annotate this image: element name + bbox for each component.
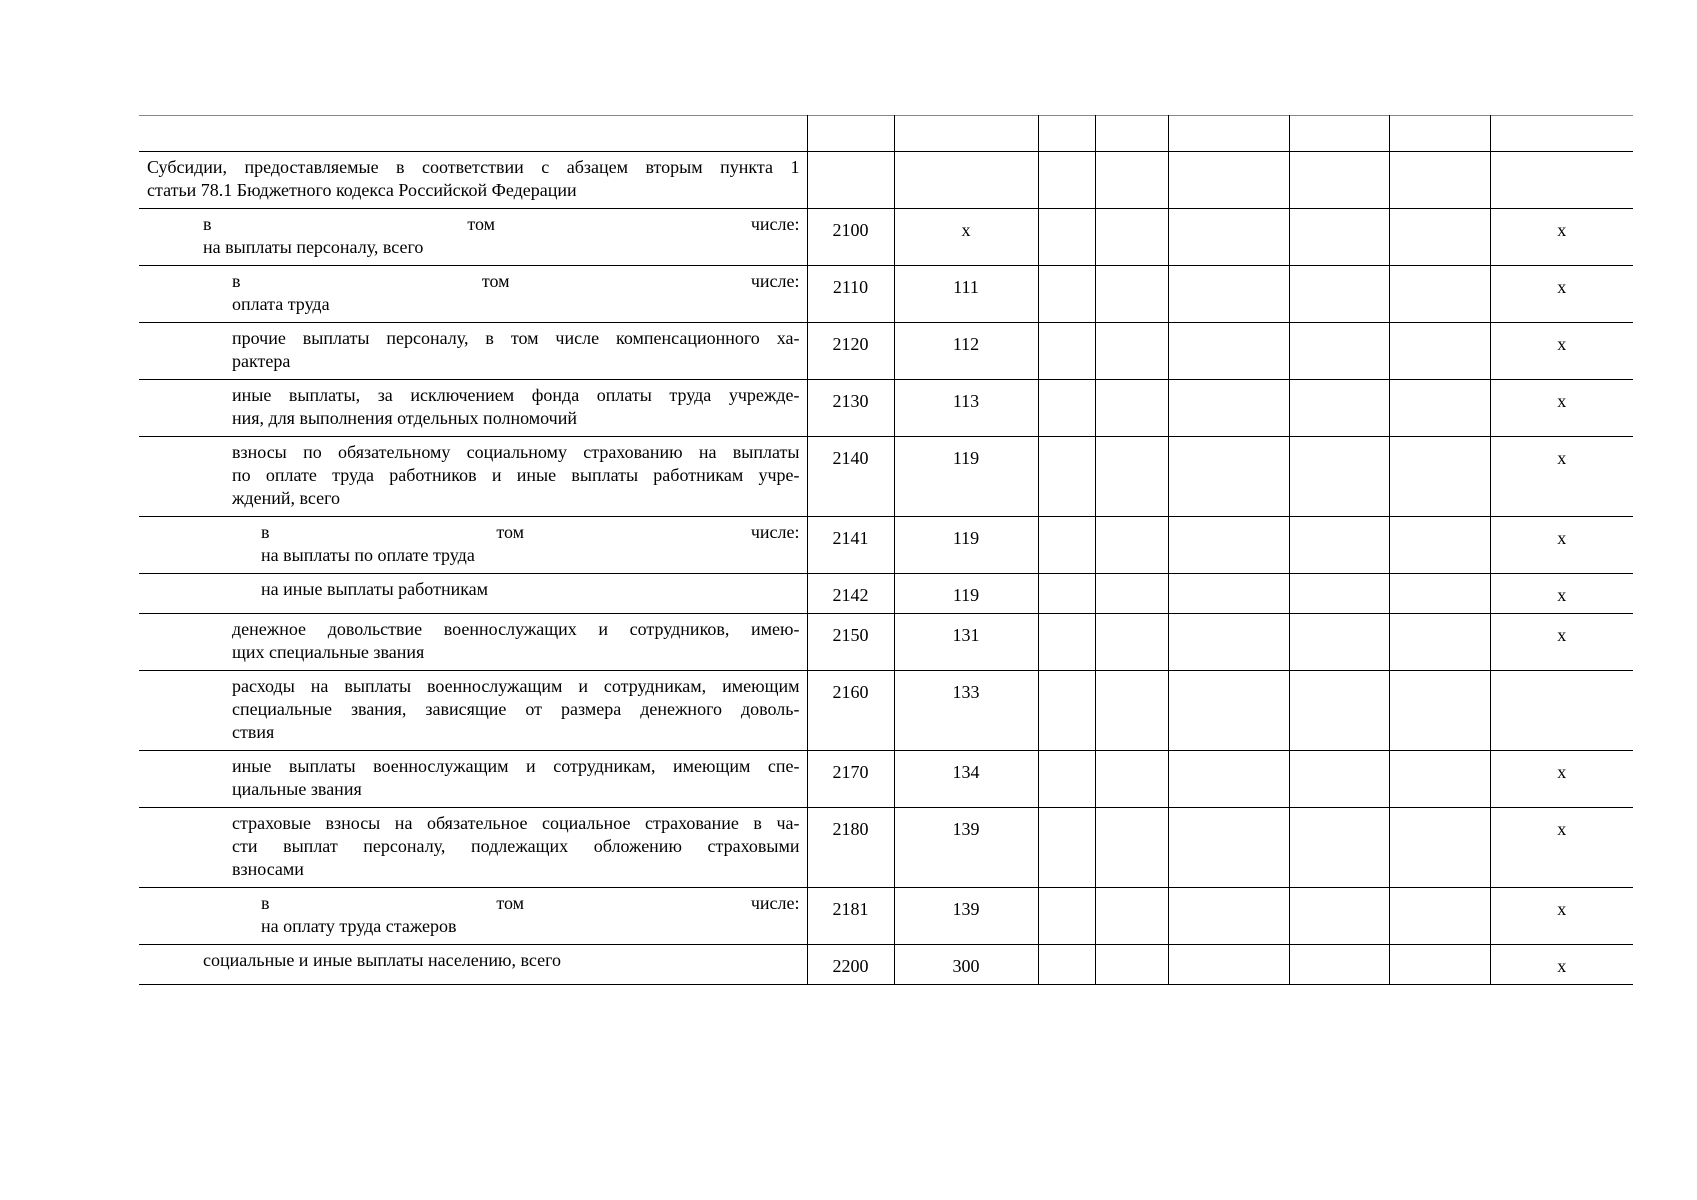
empty-value-cell <box>1168 671 1289 751</box>
description-line: иные выплаты военнослужащим и сотрудникам, имеющим спе- <box>232 756 800 776</box>
empty-value-cell <box>1038 945 1095 985</box>
description-line: циальные звания <box>232 779 362 799</box>
table-row <box>139 945 1633 985</box>
empty-value-cell <box>1289 888 1389 945</box>
empty-value-cell <box>1389 751 1490 808</box>
row-kbk-code: 133 <box>894 671 1038 751</box>
empty-value-cell <box>1289 323 1389 380</box>
row-kbk-code: 139 <box>894 888 1038 945</box>
empty-value-cell <box>1095 152 1168 209</box>
empty-value-cell <box>1038 574 1095 614</box>
empty-value-cell <box>1289 517 1389 574</box>
description-line: ждений, всего <box>232 488 341 508</box>
empty-value-cell <box>1038 266 1095 323</box>
table-row <box>139 574 1633 614</box>
row-kbk-code: 119 <box>894 574 1038 614</box>
empty-value-cell <box>1038 888 1095 945</box>
empty-value-cell <box>1289 266 1389 323</box>
empty-value-cell <box>1168 323 1289 380</box>
empty-value-cell <box>1095 808 1168 888</box>
description-line: на выплаты персоналу, всего <box>203 237 424 257</box>
row-kbk-code: 139 <box>894 808 1038 888</box>
description-line: специальные звания, зависящие от размера денежного доволь- <box>232 699 800 719</box>
empty-value-cell <box>1389 152 1490 209</box>
row-mark: x <box>1490 380 1633 437</box>
empty-value-cell <box>1095 614 1168 671</box>
row-kbk-code: 113 <box>894 380 1038 437</box>
row-code: 2130 <box>807 380 894 437</box>
row-mark: x <box>1490 323 1633 380</box>
table-body <box>139 116 1633 985</box>
row-description <box>139 614 807 671</box>
row-code: 2120 <box>807 323 894 380</box>
empty-value-cell <box>1168 888 1289 945</box>
header-cell <box>139 116 807 152</box>
description-line: расходы на выплаты военнослужащим и сотрудникам, имеющим <box>232 676 800 696</box>
header-cell <box>1490 116 1633 152</box>
row-mark: x <box>1490 517 1633 574</box>
empty-value-cell <box>1289 945 1389 985</box>
table-row <box>139 614 1633 671</box>
empty-value-cell <box>1389 209 1490 266</box>
empty-value-cell <box>1289 209 1389 266</box>
row-mark: x <box>1490 614 1633 671</box>
row-code <box>807 152 894 209</box>
empty-value-cell <box>1389 437 1490 517</box>
empty-value-cell <box>1095 671 1168 751</box>
empty-value-cell <box>1095 323 1168 380</box>
row-mark <box>1490 671 1633 751</box>
empty-value-cell <box>1168 808 1289 888</box>
description-line: оплата труда <box>232 294 330 314</box>
empty-value-cell <box>1389 574 1490 614</box>
row-kbk-code: x <box>894 209 1038 266</box>
empty-value-cell <box>1038 614 1095 671</box>
empty-value-cell <box>1168 209 1289 266</box>
row-mark: x <box>1490 888 1633 945</box>
empty-value-cell <box>1095 945 1168 985</box>
table-row <box>139 266 1633 323</box>
row-mark: x <box>1490 209 1633 266</box>
table-row <box>139 380 1633 437</box>
header-cell <box>894 116 1038 152</box>
table-row <box>139 152 1633 209</box>
description-line: социальные и иные выплаты населению, всего <box>203 950 562 970</box>
row-description <box>139 888 807 945</box>
empty-value-cell <box>1168 574 1289 614</box>
row-code: 2180 <box>807 808 894 888</box>
row-mark: x <box>1490 266 1633 323</box>
description-line: рактера <box>232 351 291 371</box>
empty-value-cell <box>1095 751 1168 808</box>
header-cell <box>1289 116 1389 152</box>
row-code: 2200 <box>807 945 894 985</box>
description-line: в том числе: <box>203 214 800 234</box>
empty-value-cell <box>1038 751 1095 808</box>
table-header-row <box>139 116 1633 152</box>
row-description <box>139 209 807 266</box>
empty-value-cell <box>1095 209 1168 266</box>
table-row <box>139 888 1633 945</box>
empty-value-cell <box>1168 266 1289 323</box>
row-kbk-code: 134 <box>894 751 1038 808</box>
header-cell <box>1038 116 1095 152</box>
empty-value-cell <box>1289 808 1389 888</box>
row-code: 2160 <box>807 671 894 751</box>
row-kbk-code: 131 <box>894 614 1038 671</box>
row-kbk-code: 119 <box>894 437 1038 517</box>
empty-value-cell <box>1168 152 1289 209</box>
row-mark <box>1490 152 1633 209</box>
budget-table <box>139 115 1633 985</box>
description-line: на иные выплаты работникам <box>261 579 489 599</box>
table-row <box>139 437 1633 517</box>
row-kbk-code: 119 <box>894 517 1038 574</box>
empty-value-cell <box>1289 614 1389 671</box>
row-description <box>139 671 807 751</box>
description-line: прочие выплаты персоналу, в том числе компенсационного ха- <box>232 328 800 348</box>
empty-value-cell <box>1095 380 1168 437</box>
row-kbk-code: 300 <box>894 945 1038 985</box>
row-code: 2170 <box>807 751 894 808</box>
empty-value-cell <box>1038 380 1095 437</box>
empty-value-cell <box>1389 945 1490 985</box>
row-mark: x <box>1490 437 1633 517</box>
empty-value-cell <box>1289 671 1389 751</box>
description-line: иные выплаты, за исключением фонда оплаты труда учрежде- <box>232 385 800 405</box>
description-line: страховые взносы на обязательное социальное страхование в ча- <box>232 813 800 833</box>
row-description <box>139 266 807 323</box>
description-line: в том числе: <box>261 893 800 913</box>
empty-value-cell <box>1038 808 1095 888</box>
row-description <box>139 380 807 437</box>
header-cell <box>1168 116 1289 152</box>
row-code: 2110 <box>807 266 894 323</box>
header-cell <box>1095 116 1168 152</box>
description-line: сти выплат персоналу, подлежащих обложению страховыми <box>232 836 800 856</box>
row-kbk-code <box>894 152 1038 209</box>
empty-value-cell <box>1289 152 1389 209</box>
empty-value-cell <box>1389 517 1490 574</box>
empty-value-cell <box>1038 152 1095 209</box>
empty-value-cell <box>1389 266 1490 323</box>
row-description <box>139 437 807 517</box>
empty-value-cell <box>1289 574 1389 614</box>
row-mark: x <box>1490 751 1633 808</box>
empty-value-cell <box>1095 266 1168 323</box>
header-cell <box>1389 116 1490 152</box>
description-line: взносами <box>232 859 304 879</box>
row-code: 2181 <box>807 888 894 945</box>
row-mark: x <box>1490 945 1633 985</box>
empty-value-cell <box>1289 380 1389 437</box>
empty-value-cell <box>1389 888 1490 945</box>
row-code: 2142 <box>807 574 894 614</box>
empty-value-cell <box>1168 517 1289 574</box>
empty-value-cell <box>1389 614 1490 671</box>
row-mark: x <box>1490 808 1633 888</box>
empty-value-cell <box>1095 437 1168 517</box>
row-code: 2140 <box>807 437 894 517</box>
empty-value-cell <box>1389 323 1490 380</box>
row-description <box>139 751 807 808</box>
row-code: 2141 <box>807 517 894 574</box>
empty-value-cell <box>1168 437 1289 517</box>
empty-value-cell <box>1095 517 1168 574</box>
description-line: на оплату труда стажеров <box>261 916 457 936</box>
empty-value-cell <box>1168 751 1289 808</box>
table-row <box>139 517 1633 574</box>
description-line: по оплате труда работников и иные выплаты работникам учре- <box>232 465 800 485</box>
empty-value-cell <box>1168 380 1289 437</box>
description-line: денежное довольствие военнослужащих и сотрудников, имею- <box>232 619 800 639</box>
description-line: щих специальные звания <box>232 642 425 662</box>
row-kbk-code: 112 <box>894 323 1038 380</box>
row-kbk-code: 111 <box>894 266 1038 323</box>
empty-value-cell <box>1289 437 1389 517</box>
empty-value-cell <box>1095 888 1168 945</box>
row-description <box>139 323 807 380</box>
empty-value-cell <box>1038 209 1095 266</box>
row-description <box>139 517 807 574</box>
table-row <box>139 323 1633 380</box>
description-line: в том числе: <box>232 271 800 291</box>
description-line: Субсидии, предоставляемые в соответствии с абзацем вторым пункта 1 <box>147 157 800 177</box>
header-cell <box>807 116 894 152</box>
row-description <box>139 945 807 985</box>
description-line: ствия <box>232 722 275 742</box>
description-line: на выплаты по оплате труда <box>261 545 475 565</box>
empty-value-cell <box>1389 808 1490 888</box>
empty-value-cell <box>1389 380 1490 437</box>
empty-value-cell <box>1095 574 1168 614</box>
table-row <box>139 808 1633 888</box>
table-row <box>139 209 1633 266</box>
description-line: статьи 78.1 Бюджетного кодекса Российской Федерации <box>147 180 577 200</box>
empty-value-cell <box>1038 517 1095 574</box>
row-mark: x <box>1490 574 1633 614</box>
empty-value-cell <box>1289 751 1389 808</box>
description-line: в том числе: <box>261 522 800 542</box>
empty-value-cell <box>1389 671 1490 751</box>
empty-value-cell <box>1038 323 1095 380</box>
empty-value-cell <box>1168 614 1289 671</box>
row-description <box>139 152 807 209</box>
empty-value-cell <box>1038 437 1095 517</box>
empty-value-cell <box>1038 671 1095 751</box>
row-code: 2100 <box>807 209 894 266</box>
empty-value-cell <box>1168 945 1289 985</box>
description-line: ния, для выполнения отдельных полномочий <box>232 408 577 428</box>
description-line: взносы по обязательному социальному страхованию на выплаты <box>232 442 800 462</box>
table-row <box>139 751 1633 808</box>
table-row <box>139 671 1633 751</box>
row-description <box>139 574 807 614</box>
row-description <box>139 808 807 888</box>
row-code: 2150 <box>807 614 894 671</box>
